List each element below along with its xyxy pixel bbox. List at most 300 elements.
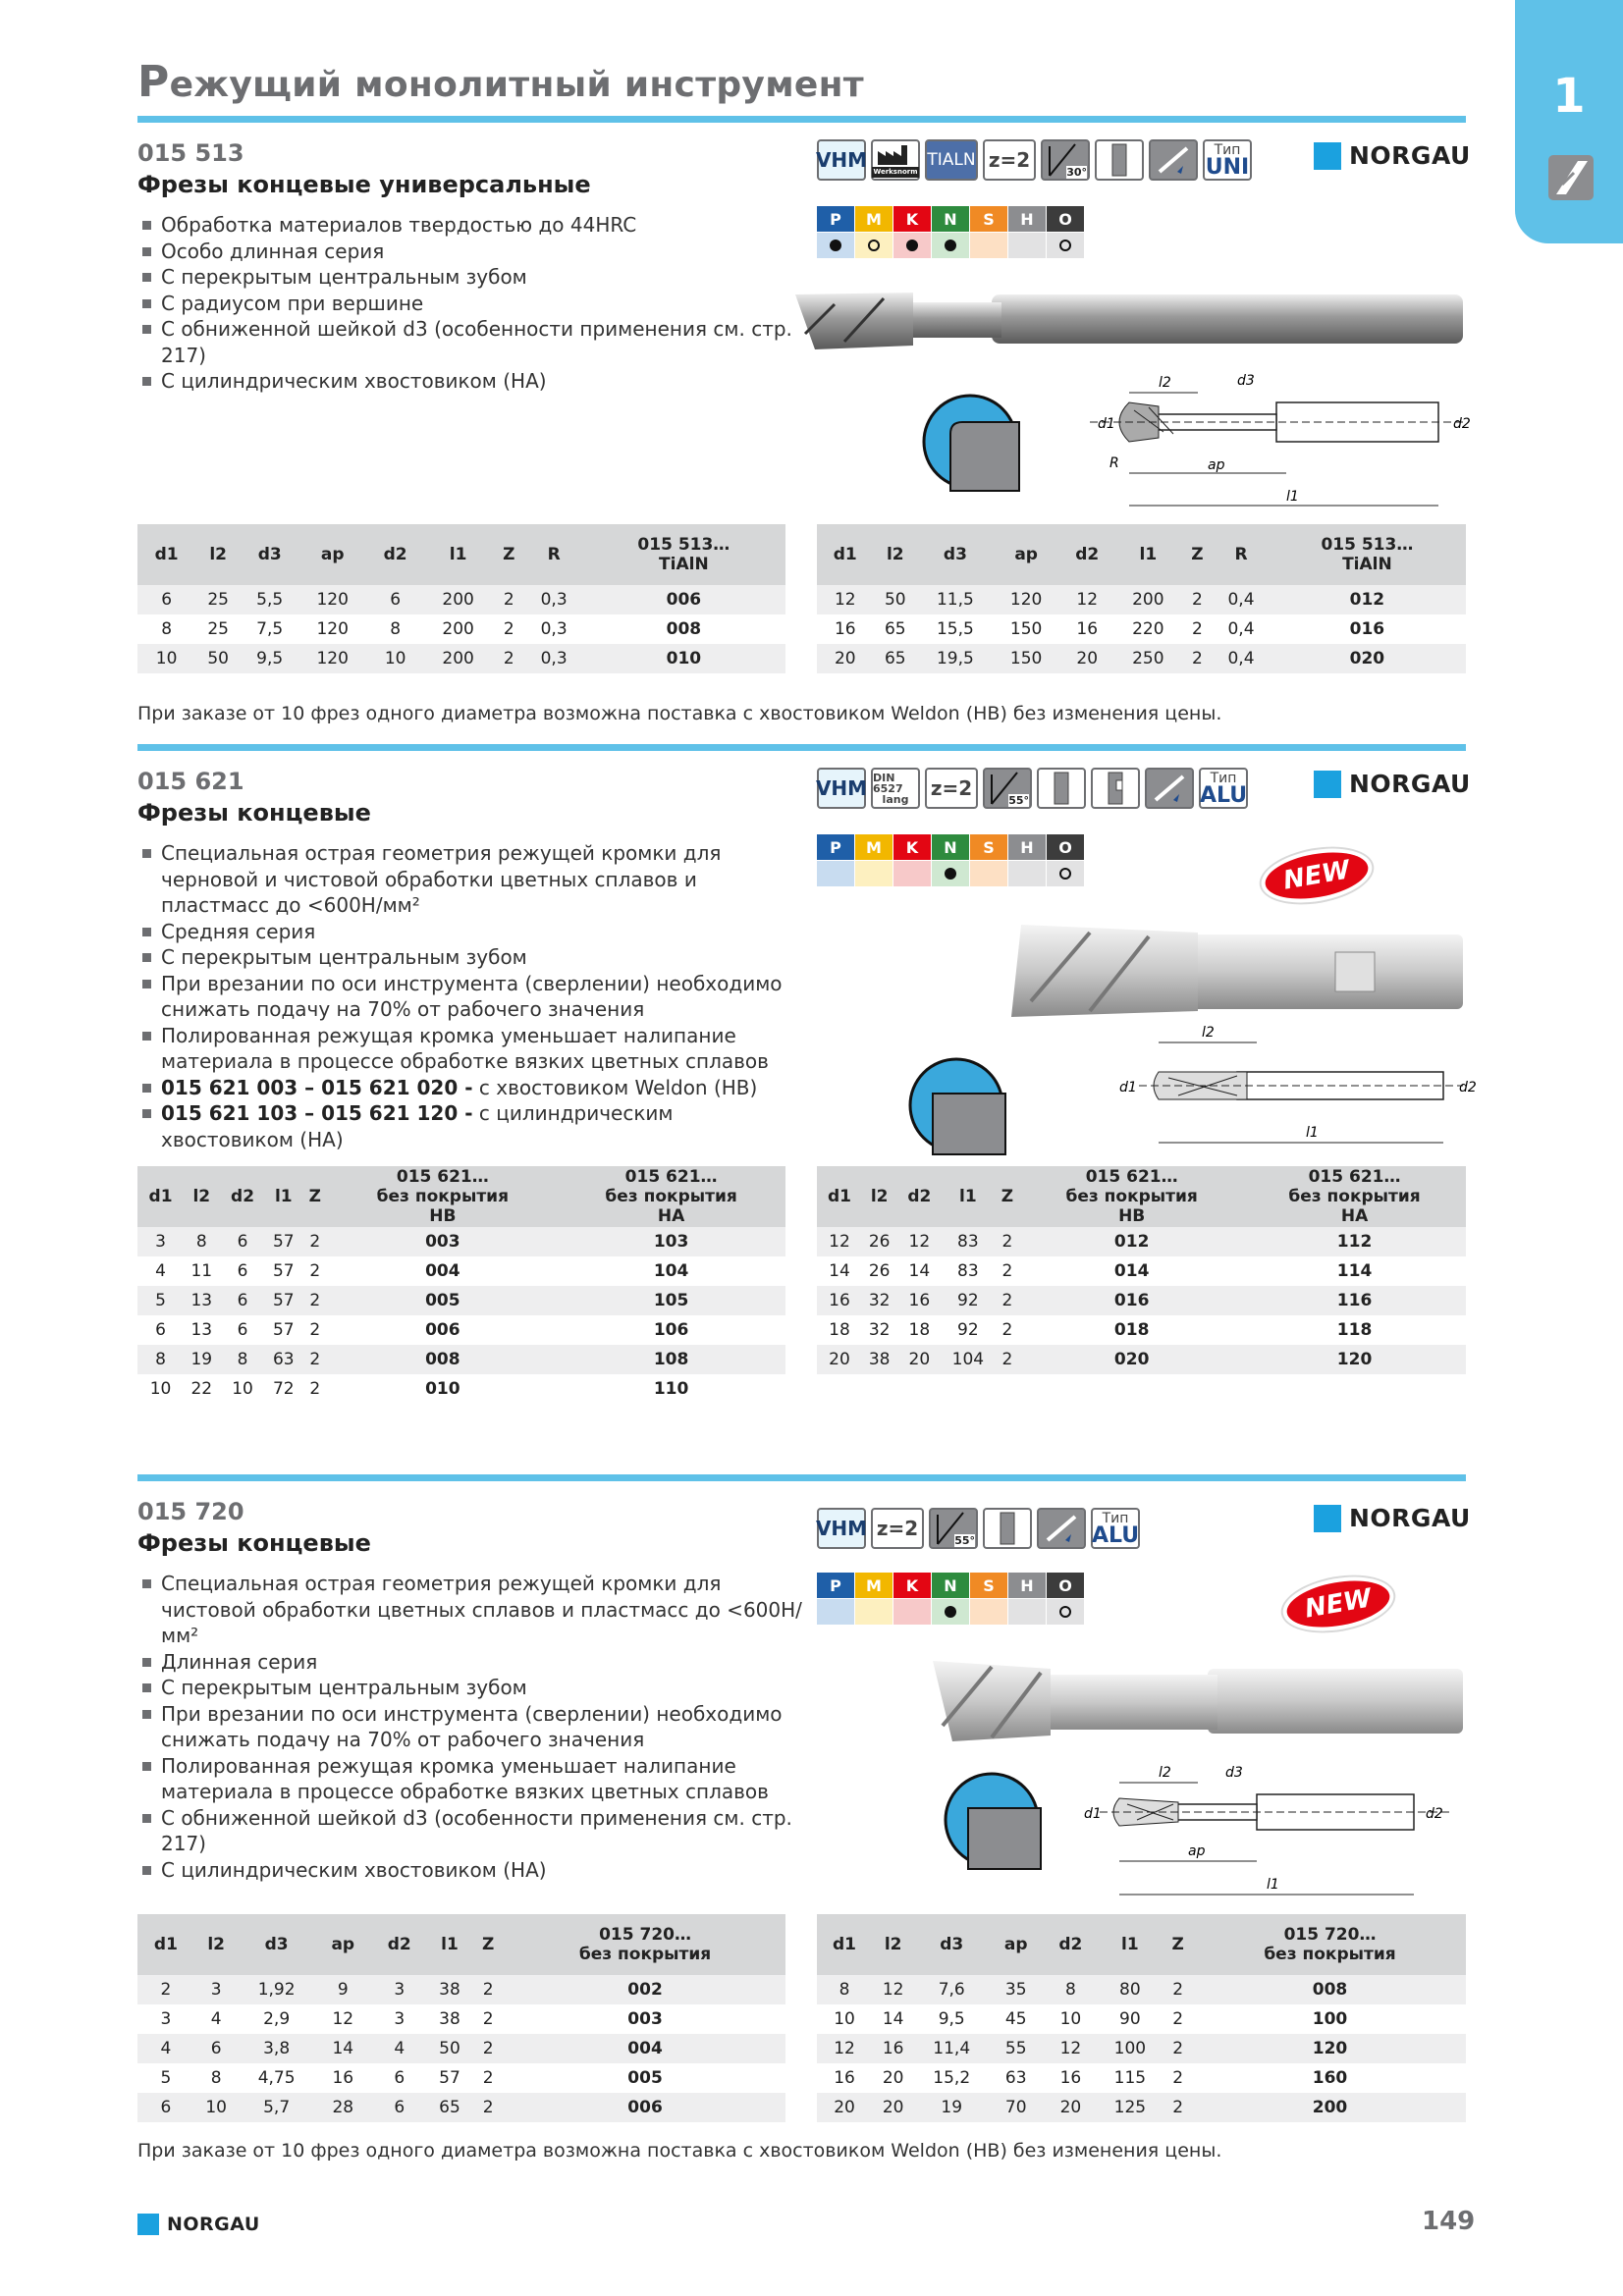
material-h-suitability xyxy=(1008,861,1046,886)
table-cell: 6 xyxy=(194,2034,239,2063)
column-header: l2 xyxy=(184,1166,219,1227)
table-cell: 6 xyxy=(220,1227,266,1256)
table-row[interactable] xyxy=(817,644,1466,673)
table-cell: 38 xyxy=(439,2009,460,2029)
table-cell: 2 xyxy=(471,2093,505,2122)
column-header: d1 xyxy=(817,1914,872,1975)
material-p-label: P xyxy=(817,206,854,232)
table-cell: 2 xyxy=(492,585,526,614)
table-cell: 005 xyxy=(328,1286,557,1315)
table-cell: 8 xyxy=(137,1345,184,1374)
table-cell: 200 xyxy=(1194,2093,1466,2122)
table-row[interactable] xyxy=(137,614,785,644)
feature-item: С перекрытым центральным зубом xyxy=(139,1675,807,1701)
column-header: 015 621… без покрытия HA xyxy=(557,1166,785,1227)
table-cell: 19 xyxy=(914,2093,989,2122)
table-cell: 0,4 xyxy=(1214,644,1269,673)
column-header: d1 xyxy=(137,1914,194,1975)
table-cell: 7,6 xyxy=(914,1975,989,2004)
feature-item: Специальная острая геометрия режущей кромки для черновой и чистовой обработки цветных сплавов и пластмасс до <600Н/мм² xyxy=(139,840,807,919)
table-cell: 2 xyxy=(994,1345,1020,1374)
material-n-label: N xyxy=(932,834,969,860)
feature-list xyxy=(139,840,807,1152)
column-header: ap xyxy=(298,524,366,585)
table-header xyxy=(817,1914,1466,1975)
table-row[interactable] xyxy=(137,644,785,673)
table-cell: 010 xyxy=(425,1379,460,1399)
material-h-label: H xyxy=(1008,1573,1046,1598)
table-cell: 10 xyxy=(366,644,424,673)
spec-table-left xyxy=(137,1166,785,1404)
column-header: d3 xyxy=(239,1914,315,1975)
table-cell: 50 xyxy=(195,644,241,673)
table-cell: 003 xyxy=(627,2009,663,2029)
table-cell: 20 xyxy=(817,644,874,673)
table-row[interactable] xyxy=(817,585,1466,614)
column-header: d1 xyxy=(137,1166,184,1227)
material-s-label: S xyxy=(970,834,1007,860)
table-cell: 116 xyxy=(1243,1286,1466,1315)
table-cell: 020 xyxy=(1020,1345,1243,1374)
column-header: Z xyxy=(471,1914,505,1975)
table-row[interactable] xyxy=(137,1975,785,2004)
svg-text:d3: d3 xyxy=(1237,373,1255,389)
table-cell: 63 xyxy=(266,1345,301,1374)
table-cell: 2 xyxy=(994,1286,1020,1315)
table-cell: 2 xyxy=(1181,644,1215,673)
column-header: l1 xyxy=(266,1166,301,1227)
chapter-tab[interactable] xyxy=(1515,0,1623,243)
table-cell: 220 xyxy=(1132,619,1164,639)
svg-text:d3: d3 xyxy=(1225,1765,1243,1781)
column-header: l1 xyxy=(942,1166,994,1227)
material-k-label: K xyxy=(893,1573,931,1598)
spec-icons xyxy=(817,1508,1140,1549)
table-cell: 4,75 xyxy=(257,2068,296,2088)
material-h-label: H xyxy=(1008,206,1046,232)
title-rule xyxy=(137,116,1466,123)
feature-item: Специальная острая геометрия режущей кромки для чистовой обработки цветных сплавов и пластмасс до <600Н/мм² xyxy=(139,1571,807,1649)
svg-text:d2: d2 xyxy=(1426,1806,1443,1822)
svg-text:l1: l1 xyxy=(1267,1877,1279,1893)
table-cell: 004 xyxy=(505,2034,785,2063)
table-row[interactable] xyxy=(817,2093,1466,2122)
section-rule xyxy=(137,1474,1466,1481)
table-cell: 200 xyxy=(424,644,492,673)
helix-angle-icon: 55° xyxy=(983,768,1032,809)
table-cell: 50 xyxy=(874,585,917,614)
table-row[interactable] xyxy=(137,1227,785,1256)
material-s-label: S xyxy=(970,1573,1007,1598)
table-row[interactable] xyxy=(817,1256,1466,1286)
table-cell: 92 xyxy=(957,1320,979,1340)
material-h-suitability xyxy=(1008,233,1046,258)
column-header: Z xyxy=(1181,524,1215,585)
table-cell: 120 xyxy=(316,619,349,639)
table-cell: 57 xyxy=(266,1286,301,1315)
din-standard-icon: DIN 6527 lang xyxy=(871,768,920,809)
feature-item: Полированная режущая кромка уменьшает налипание материала в процессе обработке вязких цветных сплавов xyxy=(139,1023,807,1075)
tool-image xyxy=(1001,923,1468,1025)
table-row[interactable] xyxy=(817,1345,1466,1374)
svg-text:d2: d2 xyxy=(1453,416,1471,432)
feature-item: 015 621 003 – 015 621 020 - с хвостовиком Weldon (HB) xyxy=(139,1075,807,1101)
table-cell: 18 xyxy=(908,1320,931,1340)
table-cell: 115 xyxy=(1113,2068,1147,2088)
table-row[interactable] xyxy=(817,1227,1466,1256)
table-cell: 45 xyxy=(1004,2009,1027,2029)
table-cell: 250 xyxy=(1115,644,1181,673)
tool-type-uni: Тип UNI xyxy=(1203,139,1252,181)
column-header: d2 xyxy=(1043,1914,1098,1975)
table-cell: 20 xyxy=(1043,2093,1098,2122)
table-cell: 10 xyxy=(232,1379,253,1399)
column-header: Z xyxy=(301,1166,328,1227)
new-badge: NEW xyxy=(1262,845,1372,906)
table-cell: 2 xyxy=(1162,1975,1194,2004)
table-cell: 008 xyxy=(328,1345,557,1374)
material-n-label: N xyxy=(932,206,969,232)
column-header: d3 xyxy=(241,524,298,585)
norgau-logo: NORGAU xyxy=(1314,1504,1471,1532)
table-cell: 12 xyxy=(1058,585,1115,614)
table-cell: 103 xyxy=(557,1227,785,1256)
helix-angle-icon: 55° xyxy=(929,1508,978,1549)
table-cell: 15,2 xyxy=(933,2068,971,2088)
column-header: d1 xyxy=(817,524,874,585)
feature-item: С цилиндрическим хвостовиком (HA) xyxy=(139,1857,807,1884)
table-cell: 108 xyxy=(557,1345,785,1374)
table-cell: 8 xyxy=(1043,1975,1098,2004)
table-cell: 105 xyxy=(557,1286,785,1315)
material-k-label: K xyxy=(893,206,931,232)
table-cell: 6 xyxy=(237,1320,248,1340)
table-row[interactable] xyxy=(817,1315,1466,1345)
table-cell: 120 xyxy=(1243,1345,1466,1374)
svg-text:l2: l2 xyxy=(1159,375,1171,391)
table-cell: 8 xyxy=(220,1345,266,1374)
table-cell: 20 xyxy=(817,2093,872,2122)
table-row[interactable] xyxy=(817,2063,1466,2093)
product-code: 015 621 xyxy=(137,768,244,795)
table-cell: 20 xyxy=(1058,644,1115,673)
table-cell: 32 xyxy=(868,1320,891,1340)
table-cell: 57 xyxy=(272,1320,295,1340)
table-header xyxy=(137,524,785,585)
table-cell: 0,3 xyxy=(526,644,582,673)
helix-angle-icon: 30° xyxy=(1041,139,1090,181)
column-header: l1 xyxy=(428,1914,472,1975)
material-o-suitability xyxy=(1047,861,1084,886)
table-cell: 2 xyxy=(1172,2068,1184,2088)
table-row[interactable] xyxy=(137,585,785,614)
table-cell: 16 xyxy=(1076,619,1099,639)
column-header: l2 xyxy=(862,1166,897,1227)
table-cell: 112 xyxy=(1243,1227,1466,1256)
flutes-icon: z=2 xyxy=(925,768,978,809)
table-cell: 006 xyxy=(425,1320,460,1340)
corner-radius-detail xyxy=(921,393,1019,495)
svg-text:ap: ap xyxy=(1188,1843,1206,1859)
page-number: 149 xyxy=(1422,2207,1476,2236)
table-cell: 020 xyxy=(1269,644,1466,673)
column-header: Z xyxy=(492,524,526,585)
column-header: ap xyxy=(989,1914,1043,1975)
column-header: l1 xyxy=(1115,524,1181,585)
column-header: 015 513… TiAlN xyxy=(582,524,785,585)
table-row[interactable] xyxy=(137,2034,785,2063)
feature-item: Длинная серия xyxy=(139,1649,807,1676)
table-cell: 008 xyxy=(666,619,702,639)
table-cell: 002 xyxy=(505,1975,785,2004)
svg-text:l2: l2 xyxy=(1159,1765,1171,1781)
feature-item: С обниженной шейкой d3 (особенности применения см. стр. 217) xyxy=(139,1805,807,1857)
norgau-logo: NORGAU xyxy=(1314,770,1471,798)
column-header: 015 720… без покрытия xyxy=(1194,1914,1466,1975)
material-s-suitability xyxy=(970,861,1007,886)
feature-item: Средняя серия xyxy=(139,919,807,945)
table-cell: 2 xyxy=(1162,2034,1194,2063)
column-header: d2 xyxy=(1058,524,1115,585)
tool-image xyxy=(795,285,1473,367)
table-cell: 6 xyxy=(394,2068,406,2088)
material-n-suitability xyxy=(932,233,969,258)
table-row[interactable] xyxy=(137,1315,785,1345)
material-p-label: P xyxy=(817,1573,854,1598)
table-row[interactable] xyxy=(817,1975,1466,2004)
table-cell: 4 xyxy=(371,2034,428,2063)
table-row[interactable] xyxy=(817,614,1466,644)
svg-text:l1: l1 xyxy=(1286,489,1299,505)
table-cell: 006 xyxy=(582,585,785,614)
feature-item: 015 621 103 – 015 621 120 - с цилиндрическим хвостовиком (HA) xyxy=(139,1100,807,1152)
table-cell: 14 xyxy=(315,2034,371,2063)
table-cell: 2 xyxy=(1181,585,1215,614)
table-cell: 20 xyxy=(896,1345,942,1374)
table-row[interactable] xyxy=(137,1374,785,1404)
column-header: l2 xyxy=(195,524,241,585)
column-header: l2 xyxy=(872,1914,914,1975)
table-cell: 16 xyxy=(817,1286,862,1315)
feature-item: Особо длинная серия xyxy=(139,239,807,265)
table-cell: 150 xyxy=(994,644,1059,673)
spec-icons xyxy=(817,768,1248,809)
table-cell: 13 xyxy=(190,1320,213,1340)
table-cell: 50 xyxy=(428,2034,472,2063)
table-cell: 8 xyxy=(817,1975,872,2004)
svg-text:R: R xyxy=(1109,455,1119,471)
table-cell: 38 xyxy=(862,1345,897,1374)
table-cell: 16 xyxy=(332,2068,354,2088)
table-cell: 65 xyxy=(874,644,917,673)
dimension-drawing xyxy=(1119,1021,1477,1152)
material-o-label: O xyxy=(1047,206,1084,232)
spec-table-right xyxy=(817,1166,1466,1374)
column-header: Z xyxy=(994,1166,1020,1227)
chapter-number: 1 xyxy=(1552,69,1586,124)
table-cell: 20 xyxy=(882,2068,904,2088)
table-cell: 65 xyxy=(884,619,906,639)
order-note: При заказе от 10 фрез одного диаметра возможна поставка с хвостовиком Weldon (HB) без изменения цены. xyxy=(137,2140,1222,2162)
column-header: R xyxy=(526,524,582,585)
tool-type-alu: Тип ALU xyxy=(1199,768,1248,809)
material-m-label: M xyxy=(855,206,893,232)
table-cell: 2 xyxy=(1162,2093,1194,2122)
table-row[interactable] xyxy=(817,1286,1466,1315)
table-cell: 6 xyxy=(137,585,195,614)
table-cell: 6 xyxy=(137,2093,194,2122)
table-cell: 22 xyxy=(190,1379,213,1399)
table-cell: 38 xyxy=(428,1975,472,2004)
material-p-suitability xyxy=(817,233,854,258)
table-cell: 2 xyxy=(1001,1320,1013,1340)
table-cell: 3 xyxy=(371,1975,428,2004)
table-cell: 20 xyxy=(872,2093,914,2122)
table-cell: 2 xyxy=(1001,1261,1013,1281)
table-cell: 2 xyxy=(1192,619,1203,639)
table-row[interactable] xyxy=(137,1286,785,1315)
table-row[interactable] xyxy=(817,2004,1466,2034)
section-rule xyxy=(137,744,1466,751)
table-row[interactable] xyxy=(137,2093,785,2122)
material-k-suitability xyxy=(893,233,931,258)
table-cell: 0,4 xyxy=(1227,619,1255,639)
material-o-label: O xyxy=(1047,834,1084,860)
table-cell: 6 xyxy=(371,2093,428,2122)
column-header: ap xyxy=(315,1914,371,1975)
table-cell: 104 xyxy=(942,1345,994,1374)
center-cutting-icon xyxy=(1149,139,1198,181)
table-cell: 4 xyxy=(210,2009,222,2029)
table-cell: 005 xyxy=(627,2068,663,2088)
table-cell: 100 xyxy=(1098,2034,1162,2063)
table-row[interactable] xyxy=(137,2063,785,2093)
table-row[interactable] xyxy=(137,1256,785,1286)
table-cell: 2 xyxy=(482,2068,494,2088)
table-cell: 57 xyxy=(272,1261,295,1281)
table-cell: 6 xyxy=(237,1261,248,1281)
table-cell: 19,5 xyxy=(917,644,994,673)
table-cell: 2 xyxy=(503,619,514,639)
corner-detail xyxy=(943,1771,1041,1873)
table-cell: 5,5 xyxy=(241,585,298,614)
table-cell: 11,4 xyxy=(914,2034,989,2063)
feature-item: Обработка материалов твердостью до 44HRC xyxy=(139,212,807,239)
table-row[interactable] xyxy=(137,1345,785,1374)
table-cell: 2 xyxy=(309,1379,321,1399)
column-header: d2 xyxy=(371,1914,428,1975)
dimension-drawing xyxy=(1080,1757,1463,1918)
footer-norgau-logo: NORGAU xyxy=(137,2214,260,2235)
vhm-icon: VHM xyxy=(817,768,866,809)
table-cell: 8 xyxy=(390,619,402,639)
factory-standard-icon: Werksnorm xyxy=(871,139,920,181)
svg-text:d1: d1 xyxy=(1119,1080,1137,1095)
table-cell: 12 xyxy=(817,1227,862,1256)
svg-text:ap: ap xyxy=(1208,457,1225,473)
table-cell: 004 xyxy=(425,1261,460,1281)
feature-item: С радиусом при вершине xyxy=(139,291,807,317)
spec-table-right xyxy=(817,524,1466,673)
table-cell: 9 xyxy=(315,1975,371,2004)
table-cell: 2 xyxy=(309,1261,321,1281)
material-h-label: H xyxy=(1008,834,1046,860)
table-cell: 10 xyxy=(1059,2009,1082,2029)
table-row[interactable] xyxy=(137,2004,785,2034)
table-cell: 008 xyxy=(1194,1975,1466,2004)
table-cell: 57 xyxy=(439,2068,460,2088)
table-cell: 2 xyxy=(301,1227,328,1256)
feature-item: С обниженной шейкой d3 (особенности применения см. стр. 217) xyxy=(139,316,807,368)
column-header: d2 xyxy=(896,1166,942,1227)
column-header: R xyxy=(1214,524,1269,585)
table-cell: 0,3 xyxy=(526,585,582,614)
product-code: 015 720 xyxy=(137,1498,244,1525)
table-cell: 14 xyxy=(829,1261,850,1281)
feature-list xyxy=(139,1571,807,1883)
coating-icon: TIALN xyxy=(925,139,978,181)
material-h-suitability xyxy=(1008,1599,1046,1625)
table-cell: 12 xyxy=(896,1227,942,1256)
table-cell: 13 xyxy=(184,1286,219,1315)
table-cell: 2 xyxy=(994,1227,1020,1256)
material-n-label: N xyxy=(932,1573,969,1598)
table-cell: 012 xyxy=(1020,1227,1243,1256)
vhm-icon: VHM xyxy=(817,139,866,181)
table-cell: 5 xyxy=(160,2068,172,2088)
table-cell: 16 xyxy=(1059,2068,1082,2088)
material-n-suitability xyxy=(932,1599,969,1625)
table-cell: 160 xyxy=(1312,2068,1348,2088)
table-cell: 200 xyxy=(424,585,492,614)
table-row[interactable] xyxy=(817,2034,1466,2063)
table-cell: 72 xyxy=(272,1379,295,1399)
feature-item: С перекрытым центральным зубом xyxy=(139,264,807,291)
table-cell: 90 xyxy=(1119,2009,1141,2029)
feature-list xyxy=(139,212,807,395)
center-cutting-icon xyxy=(1145,768,1194,809)
material-grid xyxy=(817,834,1084,886)
product-title: Фрезы концевые xyxy=(137,1529,371,1557)
material-o-suitability xyxy=(1047,1599,1084,1625)
material-p-suitability xyxy=(817,861,854,886)
table-cell: 114 xyxy=(1336,1261,1373,1281)
table-cell: 25 xyxy=(195,585,241,614)
feature-item: С цилиндрическим хвостовиком (HA) xyxy=(139,368,807,395)
table-cell: 10 xyxy=(149,1379,172,1399)
material-s-label: S xyxy=(970,206,1007,232)
table-cell: 80 xyxy=(1098,1975,1162,2004)
table-cell: 2 xyxy=(492,644,526,673)
table-cell: 5,7 xyxy=(239,2093,315,2122)
column-header: l1 xyxy=(424,524,492,585)
table-cell: 83 xyxy=(957,1261,979,1281)
page-title: Режущий монолитный инструмент xyxy=(137,57,864,107)
table-cell: 83 xyxy=(942,1227,994,1256)
table-header xyxy=(817,524,1466,585)
table-cell: 2 xyxy=(1172,2009,1184,2029)
table-cell: 014 xyxy=(1113,1261,1150,1281)
column-header: 015 621… без покрытия HB xyxy=(1020,1166,1243,1227)
spec-table-left xyxy=(137,1914,785,2122)
column-header: d3 xyxy=(914,1914,989,1975)
product-code: 015 513 xyxy=(137,139,244,167)
table-cell: 016 xyxy=(1349,619,1385,639)
table-cell: 11 xyxy=(190,1261,213,1281)
table-cell: 11,5 xyxy=(917,585,994,614)
table-cell: 2,9 xyxy=(263,2009,291,2029)
table-cell: 70 xyxy=(989,2093,1043,2122)
